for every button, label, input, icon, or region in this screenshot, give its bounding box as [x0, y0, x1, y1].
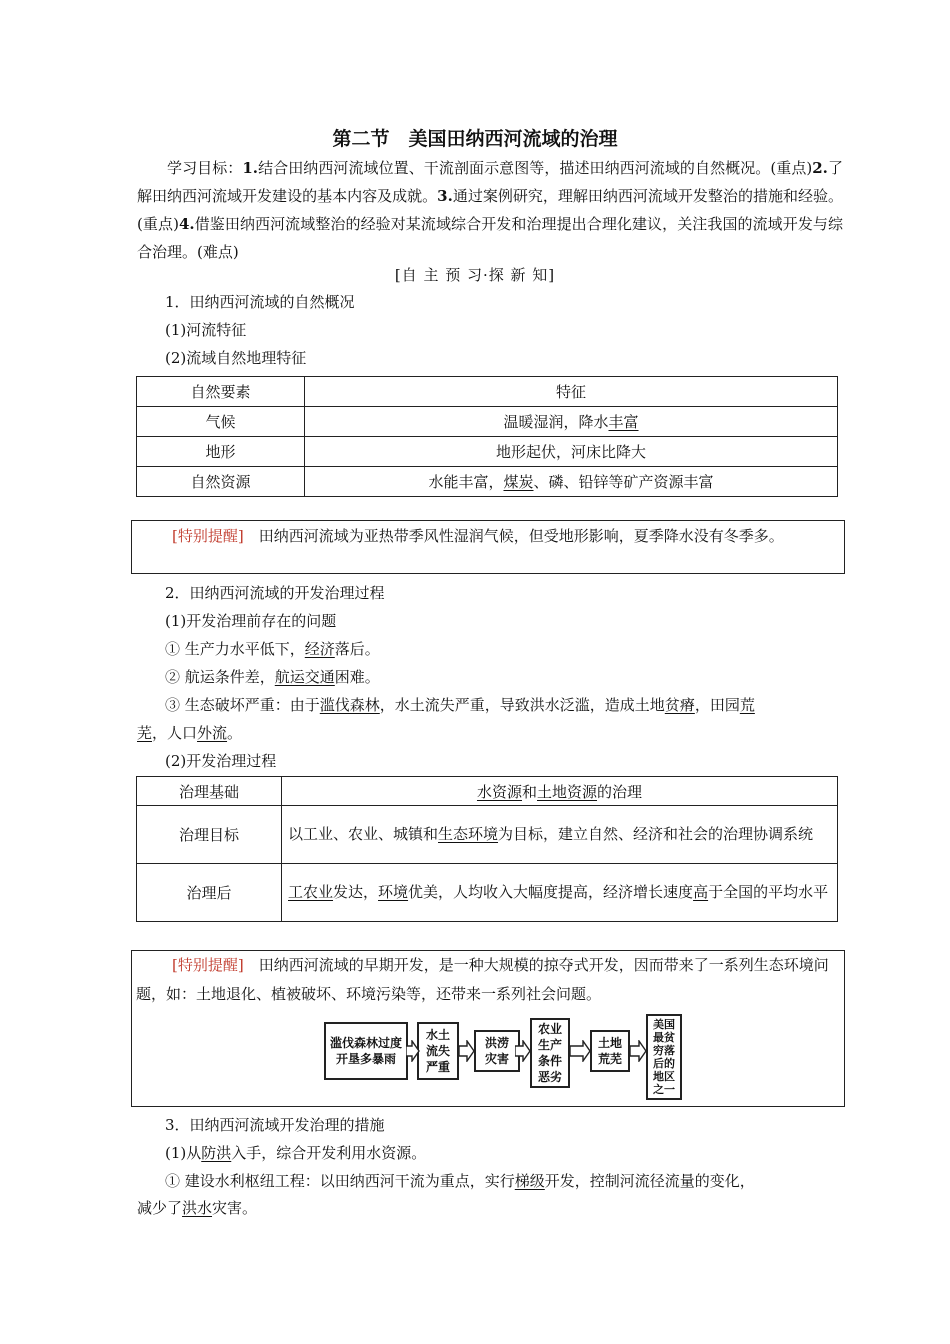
- table-cell: 工农业发达，环境优美，人均收入大幅度提高，经济增长速度高于全国的平均水平: [282, 864, 838, 922]
- section3-sub1: (1)从防洪入手，综合开发利用水资源。: [165, 1144, 427, 1162]
- flow-box-5: 土地荒芜: [590, 1030, 630, 1072]
- table-cell: 水资源和土地资源的治理: [282, 777, 838, 806]
- flow-box-4: 农业生产条件恶劣: [530, 1018, 570, 1088]
- preview-heading: [自 主 预 习·探 新 知]: [394, 266, 556, 284]
- table-cell: 治理基础: [137, 777, 282, 806]
- table-cell: 以工业、农业、城镇和生态环境为目标，建立自然、经济和社会的治理协调系统: [282, 806, 838, 864]
- section1-sub2: (2)流域自然地理特征: [165, 349, 307, 367]
- problem-item-2: ② 航运条件差，航运交通困难。: [165, 668, 380, 686]
- flow-box-6: 美国最贫穷落后的地区之一: [646, 1014, 682, 1100]
- table-cell: 自然资源: [137, 467, 305, 497]
- problem-item-1: ① 生产力水平低下，经济落后。: [165, 640, 380, 658]
- section2-sub2: (2)开发治理过程: [165, 752, 277, 770]
- flow-box-3: 洪涝灾害: [474, 1030, 520, 1072]
- learning-goals: 学习目标：1.结合田纳西河流域位置、干流剖面示意图等，描述田纳西河流域的自然概况。(重点)2.了解田纳西河流域开发建设的基本内容及成就。3.通过案例研究，理解田纳西河流域开发整治的措施和经验。(重点)4.借鉴田纳西河流域整治的经验对某流域综合开发和治理提出合理化建议，关注我国的流域开发与综合治理。(难点): [137, 159, 843, 261]
- section3-heading: 3．田纳西河流域开发治理的措施: [165, 1116, 385, 1134]
- reminder-2-text: [特别提醒] 田纳西河流域的早期开发，是一种大规模的掠夺式开发，因而带来了一系列生态环境问题，如：土地退化、植被破坏、环境污染等，还带来一系列社会问题。: [136, 956, 829, 1003]
- flow-box-2: 水土流失严重: [417, 1022, 459, 1080]
- table-header-cell: 自然要素: [137, 377, 305, 407]
- table-cell: 水能丰富，煤炭、磷、铅锌等矿产资源丰富: [305, 467, 838, 497]
- problem-item-3: ③ 生态破坏严重：由于滥伐森林，水土流失严重，导致洪水泛滥，造成土地贫瘠，田园荒: [165, 696, 755, 714]
- flow-arrow-1: [406, 1040, 420, 1062]
- flow-arrow-4: [570, 1040, 591, 1062]
- special-reminder-2: [131, 950, 845, 1107]
- table-cell: 温暖湿润，降水丰富: [305, 407, 838, 437]
- development-table: [136, 776, 838, 922]
- section2-heading: 2．田纳西河流域的开发治理过程: [165, 584, 385, 602]
- section2-sub1: (1)开发治理前存在的问题: [165, 612, 337, 630]
- flow-box-1: 滥伐森林过度开垦多暴雨: [324, 1022, 408, 1080]
- flow-arrow-5: [630, 1040, 647, 1062]
- natural-features-table: [136, 376, 838, 497]
- special-reminder-1: [特别提醒] 田纳西河流域为亚热带季风性湿润气候，但受地形影响，夏季降水没有冬季多。: [131, 520, 845, 574]
- measure-item-1-cont: 减少了洪水灾害。: [137, 1199, 258, 1217]
- measure-item-1: ① 建设水利枢纽工程：以田纳西河干流为重点，实行梯级开发，控制河流径流量的变化，: [165, 1172, 755, 1190]
- table-cell: 治理目标: [137, 806, 282, 864]
- problem-item-3-cont: 芜，人口外流。: [137, 724, 243, 742]
- flow-arrow-3: [515, 1040, 531, 1062]
- section1-heading: 1．田纳西河流域的自然概况: [165, 293, 355, 311]
- flow-arrow-2: [459, 1040, 475, 1062]
- section1-sub1: (1)河流特征: [165, 321, 247, 339]
- table-cell: 地形起伏，河床比降大: [305, 437, 838, 467]
- table-cell: 治理后: [137, 864, 282, 922]
- page-title: 第二节 美国田纳西河流域的治理: [332, 128, 618, 150]
- table-header-cell: 特征: [305, 377, 838, 407]
- table-cell: 地形: [137, 437, 305, 467]
- table-cell: 气候: [137, 407, 305, 437]
